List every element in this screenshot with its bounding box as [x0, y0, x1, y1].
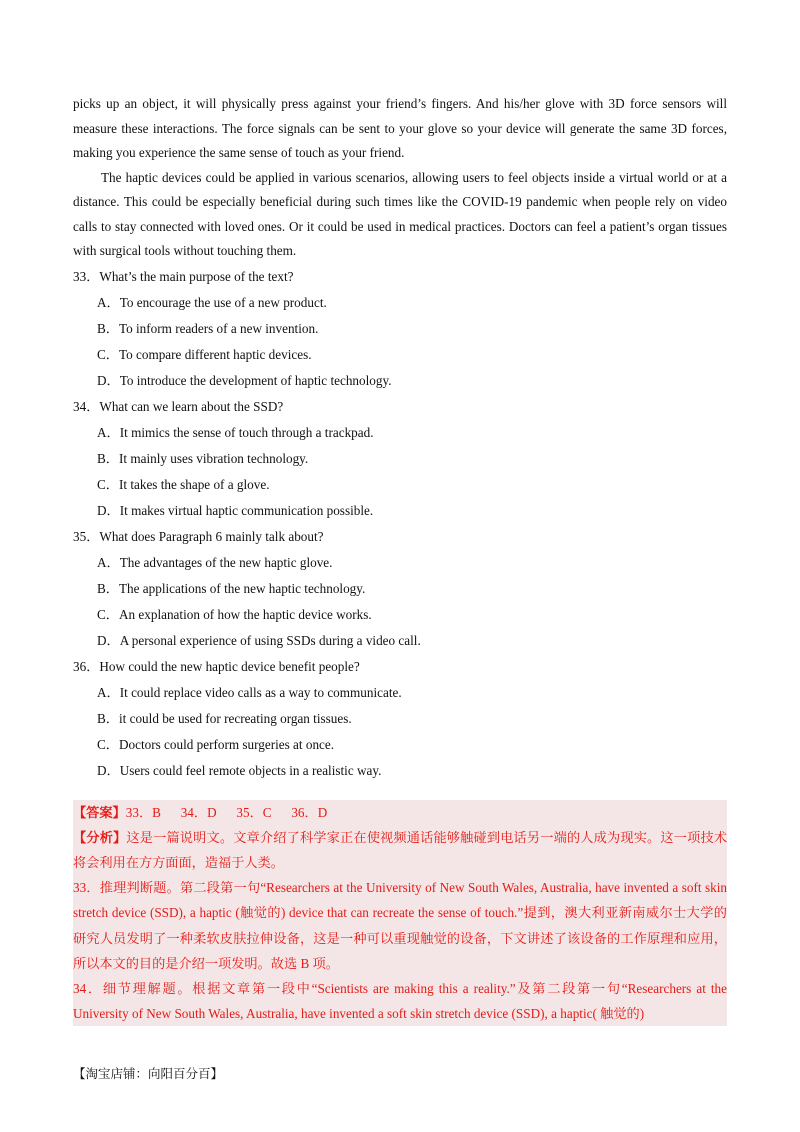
document-page [73, 92, 727, 1026]
question-33 [73, 264, 727, 394]
option-c: C．It takes the shape of a glove. [97, 476, 270, 492]
option-b: B．it could be used for recreating organ tissues. [97, 710, 352, 726]
question-stem: 33．What’s the main purpose of the text? [73, 268, 294, 284]
option-b: B．It mainly uses vibration technology. [97, 450, 309, 466]
answer-analysis-section [73, 800, 727, 1027]
answer-line [73, 800, 727, 825]
analysis-paragraph [73, 825, 727, 875]
question-stem: 34．What can we learn about the SSD? [73, 398, 284, 414]
shop-footer: 【淘宝店铺：向阳百分百】 [73, 1066, 224, 1081]
passage-paragraph-continued: picks up an object, it will physically press against your friend’s fingers. And his/her glove with 3D force sensors will measure these interactions. The force signals can be sent to your glove so your device will generate the same 3D forces, making you experience the same sense of touch as your friend. [73, 96, 727, 160]
analysis-q33: 33．推理判断题。第二段第一句“Researchers at the University of New South Wales, Australia, have invented a soft skin stretch device (SSD), a haptic (触觉的) device that can recreate the sense of touch.”提到，澳大利亚新南威尔士大学的研究人员发明了一种柔软皮肤拉伸设备，这是一种可以重现触觉的设备，下文讲述了该设备的工作原理和应用，所以本文的目的是介绍一项发明。故选 B 项。 [73, 880, 727, 971]
option-d: D．It makes virtual haptic communication possible. [97, 502, 374, 518]
option-d: D．Users could feel remote objects in a realistic way. [97, 762, 382, 778]
option-c: C．To compare different haptic devices. [97, 346, 312, 362]
option-c: C．An explanation of how the haptic device works. [97, 606, 372, 622]
option-a: A．The advantages of the new haptic glove. [97, 554, 333, 570]
question-35 [73, 524, 727, 654]
option-b: B．To inform readers of a new invention. [97, 320, 319, 336]
option-d: D．A personal experience of using SSDs during a video call. [97, 632, 421, 648]
analysis-label: 【分析】 [73, 829, 127, 845]
option-a: A．It could replace video calls as a way to communicate. [97, 684, 402, 700]
question-stem: 36．How could the new haptic device benefit people? [73, 658, 360, 674]
option-a: A．It mimics the sense of touch through a trackpad. [97, 424, 374, 440]
answer-label: 【答案】 [73, 804, 126, 820]
analysis-q34: 34．细节理解题。根据文章第一段中“Scientists are making this a reality.”及第二段第一句“Researchers at the University of New South Wales, Australia, have invented a soft skin stretch device (SSD), a haptic( 触觉的) [73, 980, 727, 1022]
section-gap [73, 784, 727, 800]
question-34 [73, 394, 727, 524]
passage-paragraph-applications: The haptic devices could be applied in various scenarios, allowing users to feel objects inside a virtual world or at a distance. This could be especially beneficial during such times like the COVID-19 pandemic when people rely on video calls to stay connected with loved ones. Or it could be used in medical practices. Doctors can feel a patient’s organ tissues with surgical tools without touching them. [73, 169, 727, 258]
analysis-text: 这是一篇说明文。文章介绍了科学家正在使视频通话能够触碰到电话另一端的人成为现实。这一项技术将会利用在方方面面，造福于人类。 [73, 829, 728, 870]
option-b: B．The applications of the new haptic technology. [97, 580, 366, 596]
question-36 [73, 654, 727, 784]
option-c: C．Doctors could perform surgeries at once. [97, 736, 335, 752]
option-a: A．To encourage the use of a new product. [97, 294, 327, 310]
answer-key: 33．B 34．D 35．C 36．D [125, 804, 328, 820]
option-d: D．To introduce the development of haptic technology. [97, 372, 392, 388]
question-stem: 35．What does Paragraph 6 mainly talk about? [73, 528, 324, 544]
